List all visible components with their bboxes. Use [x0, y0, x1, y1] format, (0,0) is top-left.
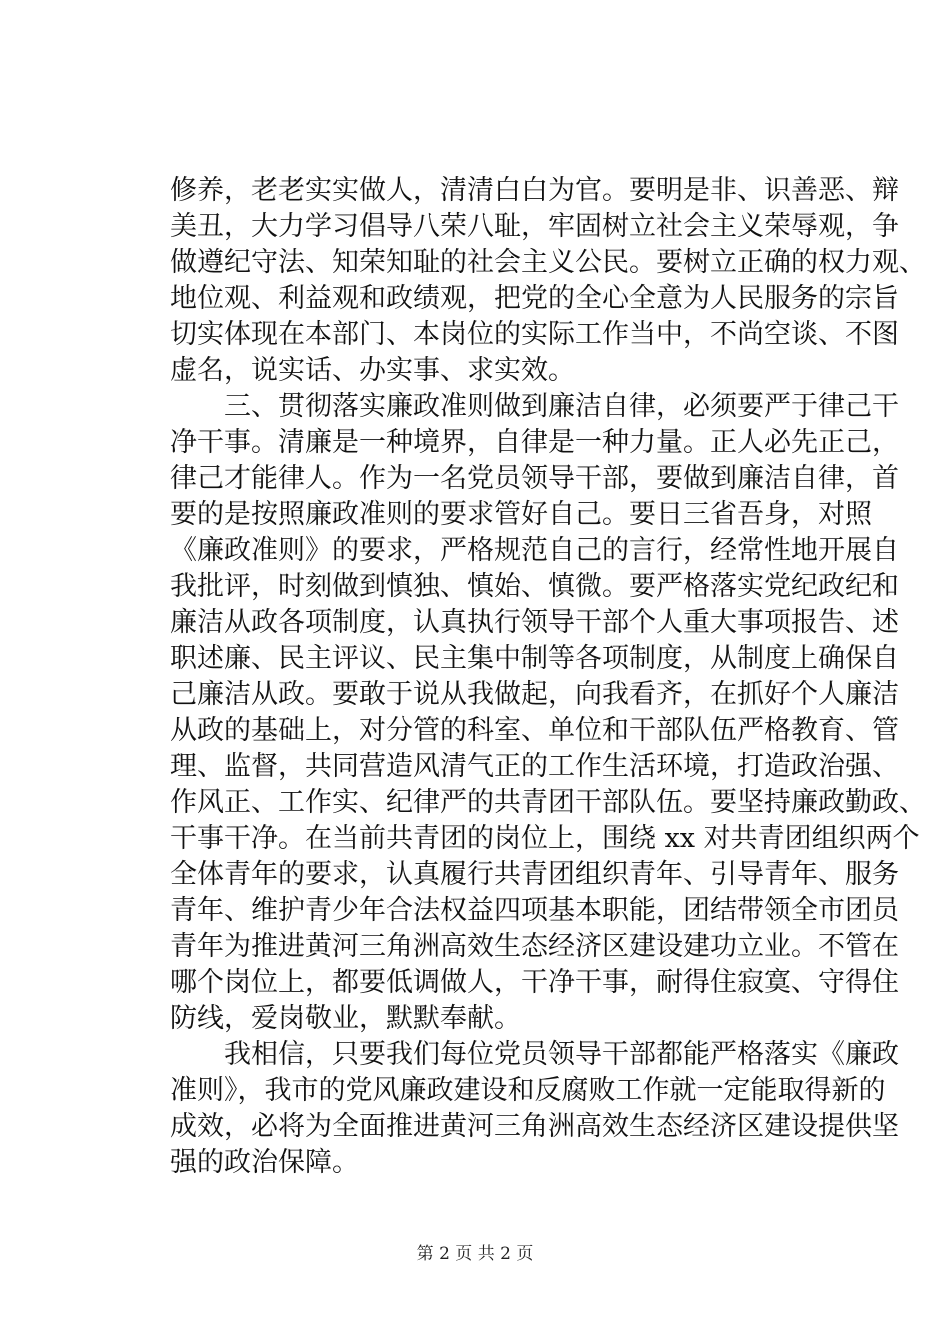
text-line: 准则》，我市的党风廉政建设和反腐败工作就一定能取得新的 — [170, 1075, 886, 1106]
text-line: 从政的基础上，对分管的科室、单位和干部队伍严格教育、管 — [170, 715, 899, 746]
text-line: 全体青年的要求，认真履行共青团组织青年、引导青年、服务 — [170, 859, 899, 890]
text-line: 干事干净。在当前共青团的岗位上，围绕 xx 对共青团组织两个 — [170, 823, 920, 854]
text-line: 虚名，说实话、办实事、求实效。 — [170, 355, 575, 386]
text-line: 强的政治保障。 — [170, 1147, 359, 1178]
text-line: 己廉洁从政。要敢于说从我做起，向我看齐，在抓好个人廉洁 — [170, 679, 899, 710]
text-line: 理、监督，共同营造风清气正的工作生活环境，打造政治强、 — [170, 751, 899, 782]
text-line: 青年为推进黄河三角洲高效生态经济区建设建功立业。不管在 — [170, 931, 899, 962]
text-line: 净干事。清廉是一种境界，自律是一种力量。正人必先正己， — [170, 427, 899, 458]
text-line: 美丑，大力学习倡导八荣八耻，牢固树立社会主义荣辱观，争 — [170, 211, 899, 242]
text-line: 成效，必将为全面推进黄河三角洲高效生态经济区建设提供坚 — [170, 1111, 899, 1142]
text-line: 三、贯彻落实廉政准则做到廉洁自律，必须要严于律己干 — [170, 391, 899, 422]
text-line: 地位观、利益观和政绩观，把党的全心全意为人民服务的宗旨 — [170, 283, 899, 314]
text-line: 职述廉、民主评议、民主集中制等各项制度，从制度上确保自 — [170, 643, 899, 674]
text-line: 我批评，时刻做到慎独、慎始、慎微。要严格落实党纪政纪和 — [170, 571, 899, 602]
text-line: 我相信，只要我们每位党员领导干部都能严格落实《廉政 — [170, 1039, 899, 1070]
text-line: 律己才能律人。作为一名党员领导干部，要做到廉洁自律，首 — [170, 463, 899, 494]
document-body — [170, 173, 926, 1181]
text-line: 廉洁从政各项制度，认真执行领导干部个人重大事项报告、述 — [170, 607, 899, 638]
text-line: 青年、维护青少年合法权益四项基本职能，团结带领全市团员 — [170, 895, 899, 926]
text-line: 防线，爱岗敬业，默默奉献。 — [170, 1003, 521, 1034]
page-footer: 第 2 页 共 2 页 — [416, 1244, 534, 1264]
text-line: 做遵纪守法、知荣知耻的社会主义公民。要树立正确的权力观、 — [170, 247, 926, 278]
text-line: 切实体现在本部门、本岗位的实际工作当中，不尚空谈、不图 — [170, 319, 899, 350]
text-line: 修养，老老实实做人，清清白白为官。要明是非、识善恶、辩 — [170, 175, 899, 206]
text-line: 作风正、工作实、纪律严的共青团干部队伍。要坚持廉政勤政、 — [170, 787, 926, 818]
text-line: 哪个岗位上，都要低调做人，干净干事，耐得住寂寞、守得住 — [170, 967, 899, 998]
text-line: 《廉政准则》的要求，严格规范自己的言行，经常性地开展自 — [170, 535, 899, 566]
text-line: 要的是按照廉政准则的要求管好自己。要日三省吾身，对照 — [170, 499, 872, 530]
